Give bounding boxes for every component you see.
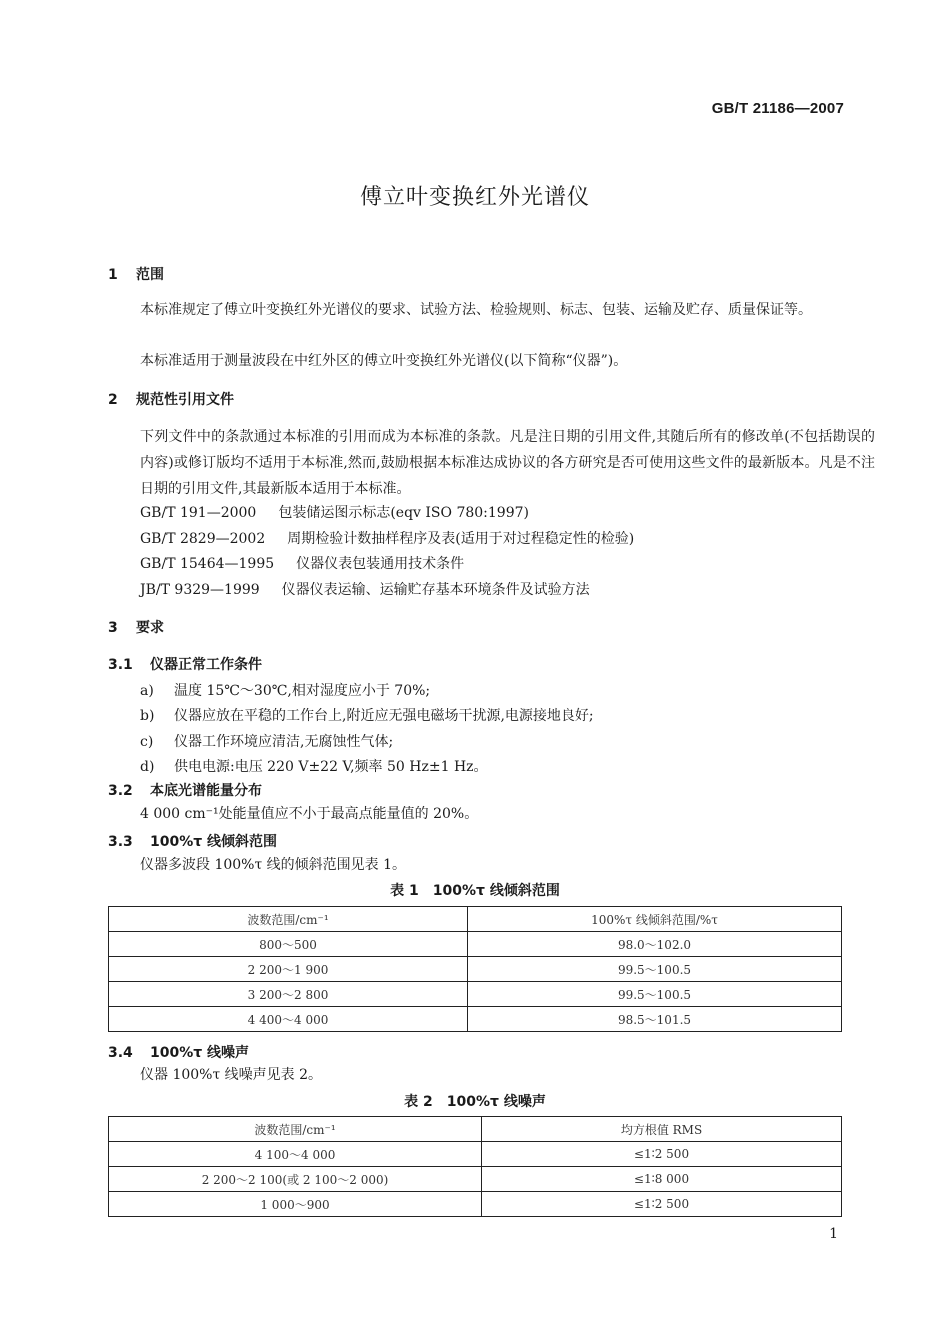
- subsection-3-2-heading: [108, 780, 262, 800]
- table-cell: ≤1∶2 500: [482, 1192, 842, 1217]
- section-1-paragraph-2: 本标准适用于测量波段在中红外区的傅立叶变换红外光谱仪(以下简称“仪器”)。: [140, 353, 628, 369]
- subsection-number: 3.4: [108, 1045, 133, 1061]
- section-1-paragraph-1: 本标准规定了傅立叶变换红外光谱仪的要求、试验方法、检验规则、标志、包装、运输及贮存、质量保证等。: [140, 302, 812, 318]
- item-text: 仪器应放在平稳的工作台上,附近应无强电磁场干扰源,电源接地良好;: [174, 708, 594, 724]
- section-1-heading: [108, 264, 164, 284]
- section-number: 3: [108, 620, 118, 636]
- subsection-title: 本底光谱能量分布: [150, 783, 262, 799]
- table-row: [109, 932, 842, 957]
- reference-item: [140, 528, 634, 548]
- section-title: 要求: [136, 620, 164, 636]
- table-cell: ≤1∶8 000: [482, 1167, 842, 1192]
- item-text: 温度 15℃～30℃,相对湿度应小于 70%;: [174, 683, 431, 699]
- reference-code: GB/T 191—2000: [140, 505, 257, 521]
- item-label: a): [140, 683, 154, 699]
- table-header-cell: 波数范围/cm⁻¹: [109, 1117, 482, 1142]
- table-2-caption: 表 2 100%τ 线噪声: [404, 1094, 546, 1110]
- table-row: [109, 957, 842, 982]
- subsection-3-4-text: 仪器 100%τ 线噪声见表 2。: [140, 1067, 323, 1083]
- subsection-number: 3.3: [108, 834, 133, 850]
- condition-item: [140, 756, 488, 776]
- table-cell: 98.5～101.5: [468, 1007, 842, 1032]
- subsection-title: 100%τ 线倾斜范围: [150, 834, 278, 850]
- subsection-number: 3.2: [108, 783, 133, 799]
- document-title: 傅立叶变换红外光谱仪: [359, 185, 590, 210]
- section-2-heading: [108, 389, 234, 409]
- table-header-row: [109, 1117, 842, 1142]
- subsection-number: 3.1: [108, 657, 133, 673]
- condition-item: [140, 705, 594, 725]
- item-text: 供电电源:电压 220 V±22 V,频率 50 Hz±1 Hz。: [174, 759, 488, 775]
- table-header-cell: 100%τ 线倾斜范围/%τ: [468, 907, 842, 932]
- section-3-heading: [108, 617, 164, 637]
- item-label: c): [140, 734, 154, 750]
- table-cell: ≤1∶2 500: [482, 1142, 842, 1167]
- section-title: 规范性引用文件: [136, 392, 234, 408]
- reference-title: 周期检验计数抽样程序及表(适用于对过程稳定性的检验): [287, 531, 635, 547]
- subsection-title: 仪器正常工作条件: [150, 657, 262, 673]
- section-number: 2: [108, 392, 118, 408]
- table-row: [109, 1192, 842, 1217]
- table-header-cell: 波数范围/cm⁻¹: [109, 907, 468, 932]
- subsection-3-3-text: 仪器多波段 100%τ 线的倾斜范围见表 1。: [140, 857, 407, 873]
- reference-title: 仪器仪表运输、运输贮存基本环境条件及试验方法: [281, 582, 590, 598]
- condition-item: [140, 731, 393, 751]
- subsection-3-2-text: 4 000 cm⁻¹处能量值应不小于最高点能量值的 20%。: [140, 806, 479, 822]
- section-2-paragraph-1: 下列文件中的条款通过本标准的引用而成为本标准的条款。凡是注日期的引用文件,其随后所有的修改单(不包括勘误的内容)或修订版均不适用于本标准,然而,鼓励根据本标准达成协议的各方研究是否可使用这些文件的最新版本。凡是不注日期的引用文件,其最新版本适用于本标准。: [140, 429, 875, 497]
- table-cell: 4 400～4 000: [109, 1007, 468, 1032]
- table-2: [108, 1116, 842, 1217]
- table-cell: 2 200～2 100(或 2 100～2 000): [109, 1167, 482, 1192]
- reference-code: GB/T 15464—1995: [140, 556, 275, 572]
- condition-item: [140, 680, 430, 700]
- table-row: [109, 1007, 842, 1032]
- table-header-cell: 均方根值 RMS: [482, 1117, 842, 1142]
- table-cell: 99.5～100.5: [468, 982, 842, 1007]
- section-number: 1: [108, 267, 118, 283]
- table-cell: 800～500: [109, 932, 468, 957]
- subsection-3-4-heading: [108, 1042, 249, 1062]
- reference-item: [140, 553, 464, 573]
- reference-item: [140, 579, 590, 599]
- table-header-row: [109, 907, 842, 932]
- table-1-caption: 表 1 100%τ 线倾斜范围: [390, 883, 560, 899]
- subsection-3-3-heading: [108, 831, 277, 851]
- reference-title: 包装储运图示标志(eqv ISO 780:1997): [278, 505, 529, 521]
- table-cell: 1 000～900: [109, 1192, 482, 1217]
- table-row: [109, 1167, 842, 1192]
- standard-code: GB/T 21186—2007: [711, 100, 844, 117]
- reference-code: JB/T 9329—1999: [140, 582, 260, 598]
- table-cell: 4 100～4 000: [109, 1142, 482, 1167]
- item-label: b): [140, 708, 155, 724]
- reference-title: 仪器仪表包装通用技术条件: [296, 556, 465, 572]
- reference-item: [140, 502, 529, 522]
- page-number: 1: [829, 1226, 838, 1242]
- reference-code: GB/T 2829—2002: [140, 531, 266, 547]
- section-title: 范围: [136, 267, 164, 283]
- table-cell: 98.0～102.0: [468, 932, 842, 957]
- table-1: [108, 906, 842, 1032]
- table-cell: 99.5～100.5: [468, 957, 842, 982]
- subsection-title: 100%τ 线噪声: [150, 1045, 250, 1061]
- table-cell: 2 200～1 900: [109, 957, 468, 982]
- item-label: d): [140, 759, 155, 775]
- table-cell: 3 200～2 800: [109, 982, 468, 1007]
- item-text: 仪器工作环境应清洁,无腐蚀性气体;: [174, 734, 394, 750]
- subsection-3-1-heading: [108, 654, 262, 674]
- table-row: [109, 1142, 842, 1167]
- table-row: [109, 982, 842, 1007]
